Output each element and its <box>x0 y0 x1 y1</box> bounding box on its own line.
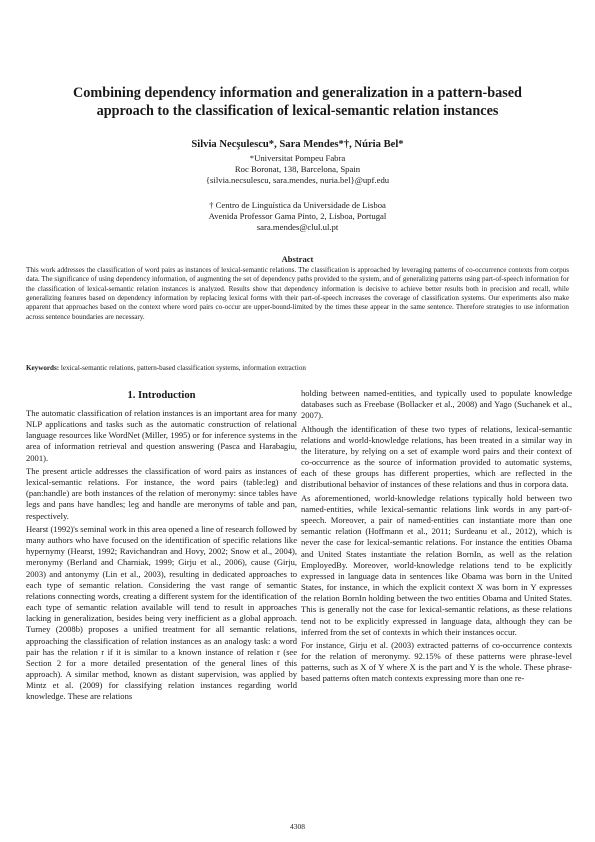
affiliation-line: Roc Boronat, 138, Barcelona, Spain <box>234 164 361 175</box>
paragraph: The automatic classification of relation instances is an important area for many NLP applications and tasks such as the automatic construction of relational language resources like WordNet (Miller, 1995) or for inference systems in the area of information retrieval and question answering (Pasca and Harabagiu, 2001). <box>26 408 297 463</box>
paragraph: The present article addresses the classification of word pairs as instances of lexical-semantic relations. For instance, the word pairs (table:leg) and (pan:handle) are both instances of the relation of meronymy: since tables have legs and pans have handles; leg and handle are meronyms of table and pan, respectively. <box>26 465 297 521</box>
keywords <box>26 364 569 373</box>
affiliation-email: sara.mendes@clul.ul.pt <box>256 222 339 233</box>
page-number: 4308 <box>290 822 305 831</box>
paragraph: As aforementioned, world-knowledge relations typically hold between two named-entities, while lexical-semantic relations link words in any part-of-speech. Moreover, a pair of named-entities can instantiate more than one semantic relation (Hoffmann et al., 2011; Surdeanu et al., 2012), which is never the case for lexical-semantic relations. For instance the entities Obama and United States instantiate the relation BornIn, as well as the relation EmployedBy. Moreover, world-knowledge relations tend to be explicitly expressed in language data in sentences like Obama was born in the United States, for instance, in which the explicit context X was born in Y expresses the relation BornIn holding between the two entities Obama and United States. This is generally not the case for lexical-semantic relations, as these relations tend not to be explicitly expressed in language data, although they can be inferred from the set of contexts in which their instances occur. <box>301 492 572 637</box>
section-heading-introduction: 1. Introduction <box>127 390 196 401</box>
right-column <box>301 388 572 687</box>
affiliation-line: † Centro de Linguística da Universidade de Lisboa <box>209 200 386 210</box>
affiliation-clul <box>0 200 595 234</box>
paragraph: holding between named-entities, and typically used to populate knowledge databases such as Freebase (Bollacker et al., 2008) and Yago (Suchanek et al., 2007). <box>301 388 572 421</box>
paper-title <box>48 84 547 120</box>
left-column <box>26 408 297 705</box>
paragraph: Although the identification of these two types of relations, lexical-semantic relations and world-knowledge relations, has been treated in a similar way in the literature, by relying on a set of example word pairs and their context of co-occurrence as the source of information provided to automatic systems, each of these groups has different properties, which are reflected in the distributional behavior of instances of these relations and thus in corpora data. <box>301 423 572 490</box>
title-line-1: Combining dependency information and generalization in a pattern-based <box>73 85 522 101</box>
affiliation-line: Avenida Professor Gama Pinto, 2, Lisboa, Portugal <box>208 211 387 222</box>
keywords-label: Keywords: <box>26 364 60 372</box>
keywords-text: lexical-semantic relations, pattern-based classification systems, information extraction <box>60 364 306 372</box>
title-line-2: approach to the classification of lexical-semantic relation instances <box>96 103 499 119</box>
affiliation-email: {silvia.necsulescu, sara.mendes, nuria.bel}@upf.edu <box>205 175 390 186</box>
paragraph: For instance, Girju et al. (2003) extracted patterns of co-occurrence contexts for the relation of meronymy. 92.15% of these patterns were phrase-level patterns, such as X of Y where X is the part and Y is the whole. These phrase-based patterns often match contexts expressing more than one re- <box>301 640 572 684</box>
affiliation-line: *Universitat Pompeu Fabra <box>249 153 346 163</box>
abstract-text: This work addresses the classification of word pairs as instances of lexical-semantic relations. The classification is approached by leveraging patterns of co-occurrence contexts from corpus data. The significance of using dependency information, of augmenting the set of dependency paths provided to the system, and of generalizing patterns using part-of-speech information for the classification of lexical-semantic relation instances is analyzed. Results show that dependency information is decisive to achieve better results both in precision and recall, while generalizing features based on dependency information by replacing lexical forms with their part-of-speech increases the coverage of classification systems. Our experiments also make apparent that approaches based on the context where word pairs co-occur are upper-bound-limited by the times these appear in the same sentence. Therefore strategies to use information across sentence boundaries are necessary. <box>26 266 569 321</box>
paragraph: Hearst (1992)'s seminal work in this area opened a line of research followed by many authors who have focused on the identification of specific relations like hypernymy (Hearst, 1992; Ravichandran and Hovy, 2002; Snow et al., 2004), meronymy (Berland and Charniak, 1999; Girju et al., 2006), cause (Girju, 2003) and antonymy (Lin et al., 2003), resulting in dedicated approaches to each type of semantic relation. Considering the vast range of semantic relations connecting words, creating a different system for the identification of each type of semantic relation available will tend to result in approaches lacking in generalization, besides being very inefficient as a global approach. Turney (2008b) proposes a unified treatment for all semantic relations, approaching the classification of relation instances as an analogy task: a word pair has the relation r if it is similar to a known instance of relation r (see Section 2 for a more detailed presentation of the general lines of this approach). A similar method, known as distant supervision, was applied by Mintz et al. (2009) for classifying relation instances regarding world knowledge. These are relations <box>26 523 297 702</box>
abstract-heading: Abstract <box>281 254 314 264</box>
affiliation-upf <box>0 153 595 187</box>
authors: Silvia Necşulescu*, Sara Mendes*†, Núria Bel* <box>191 139 404 150</box>
